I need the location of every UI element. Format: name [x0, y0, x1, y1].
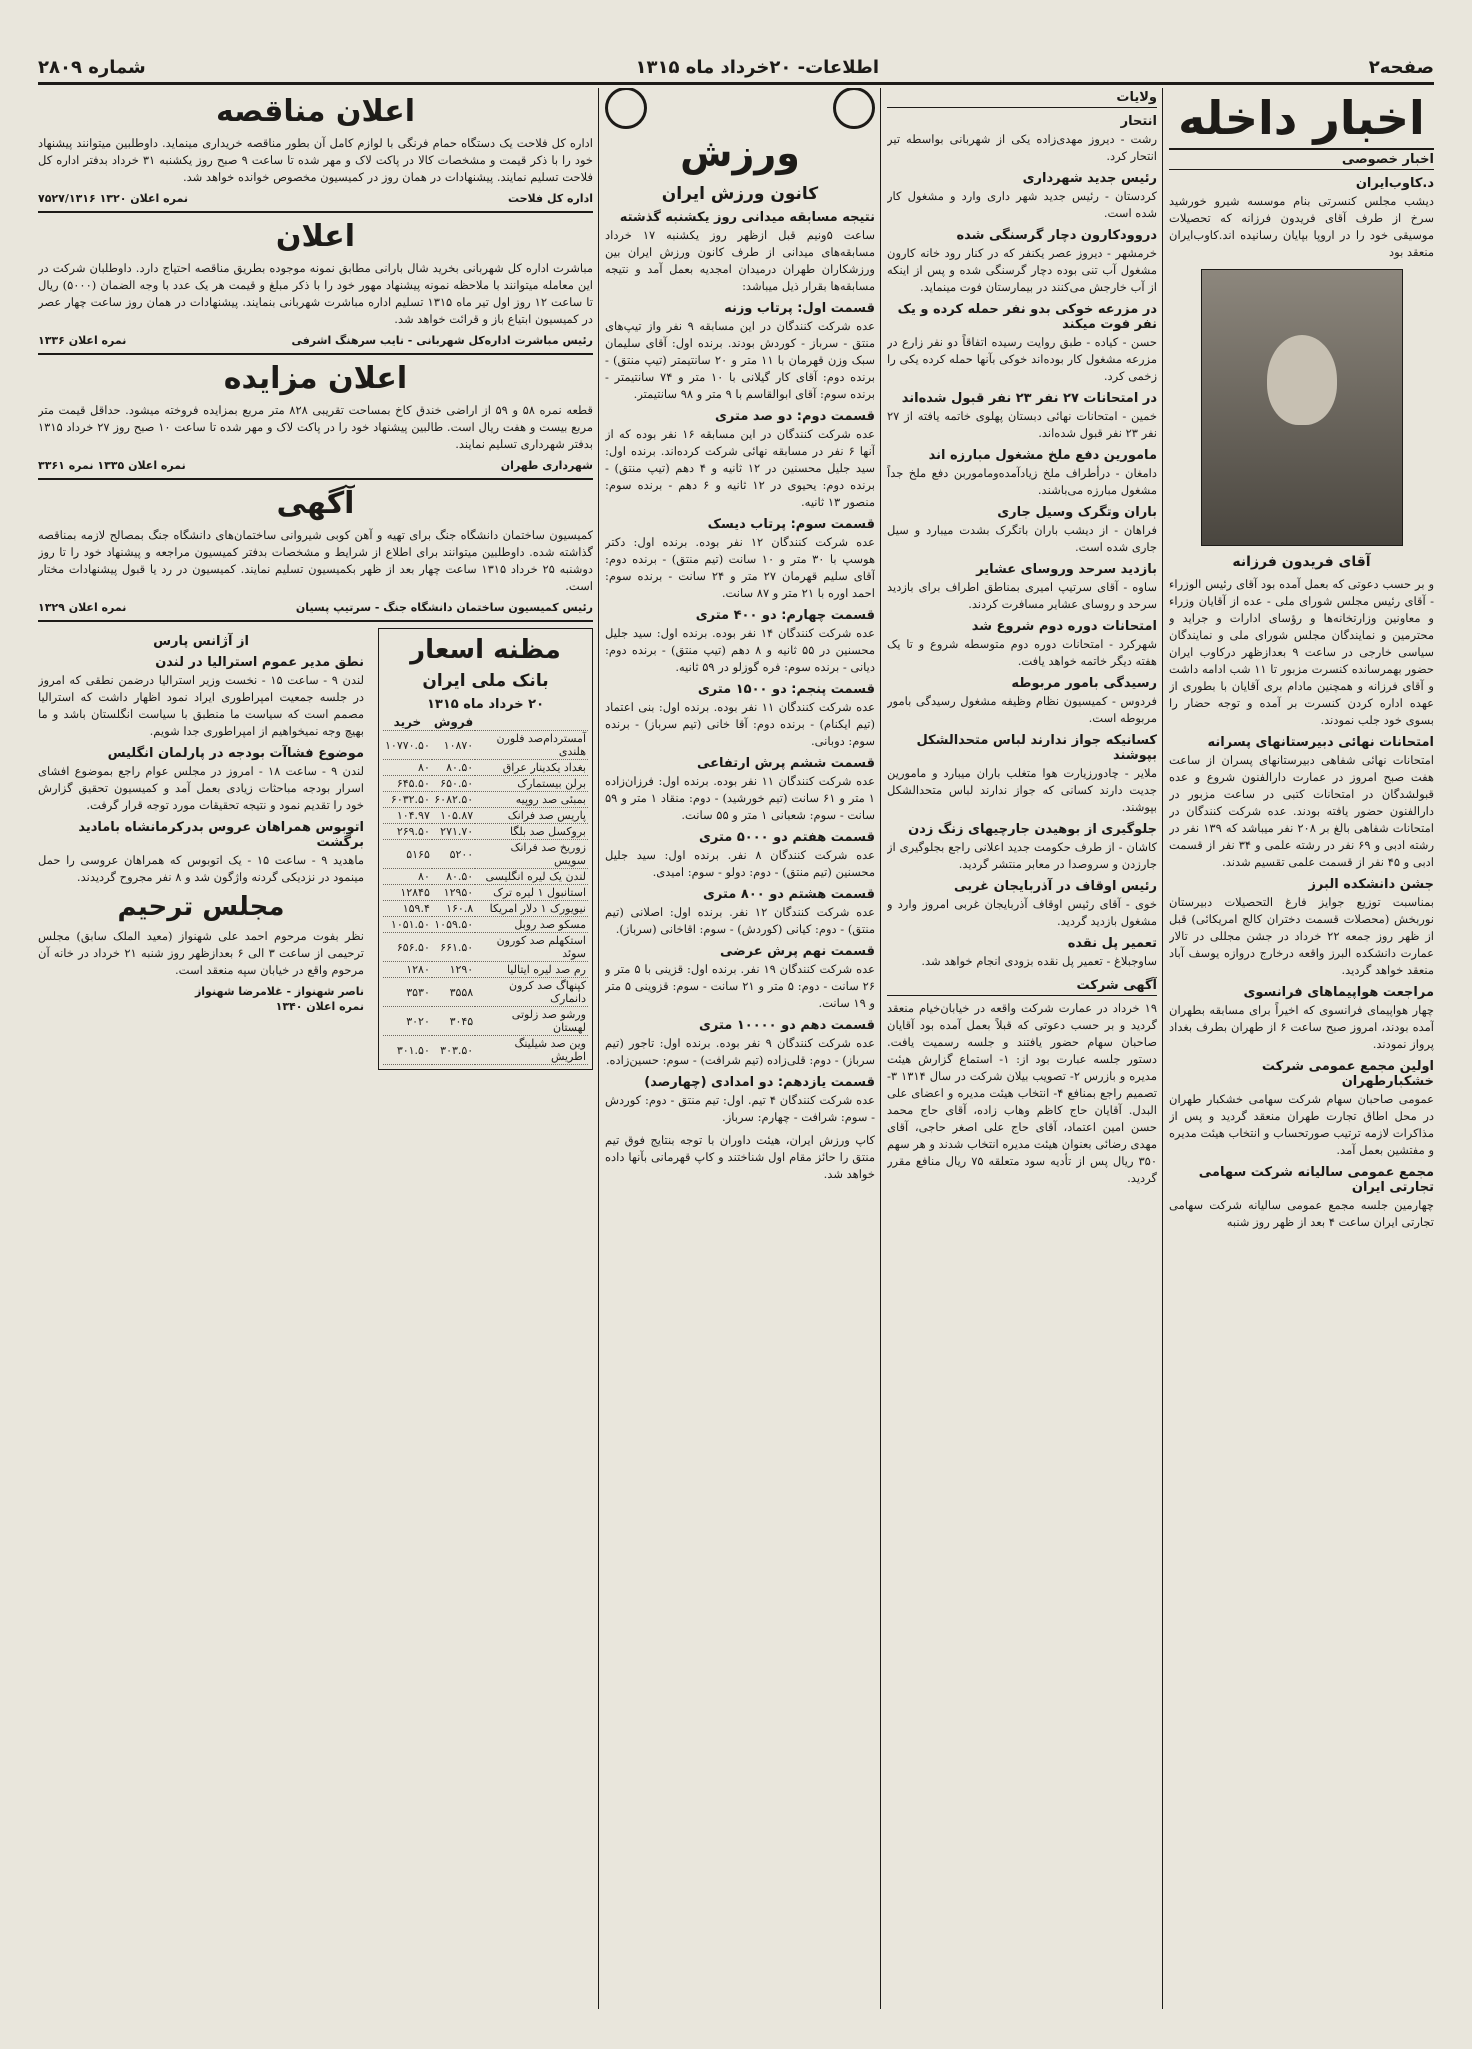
- assembly-text: چهارمین جلسه مجمع عمومی سالیانه شرکت سهامی تجارتی ایران ساعت ۴ بعد از ظهر روز شنبه: [1169, 1198, 1434, 1229]
- sports-illustration: [605, 88, 875, 128]
- company-text: عمومی صاحبان سهام شرکت سهامی خشکبار طهران در محل اطاق تجارت طهران منعقد گردید و پس از مذاکرات لازمه ترتیب صورتحساب و انتخاب هیئت مدیره و مفتشین بعمل آمد.: [1169, 1092, 1434, 1157]
- wire-item: موضوع فشاآت بودجه در پارلمان انگلیس لندن ۹ - ساعت ۱۸ - امروز در مجلس عوام راجع بموضوع افشای اسرار بودجه مباحثات زیادی بعمل آمد و کمیسیون تحقیق گزارش خود را تقدیم نمود و نتیجه تحقیقات مورد توجه قرار گرفت.: [38, 746, 364, 812]
- memorial-title: مجلس ترحیم: [117, 892, 285, 922]
- column-notices: [38, 88, 593, 2009]
- province-item: دروودکارون دچار گرسنگی شده خرمشهر - دیروز عصر یکنفر که در کنار رود خانه کارون مشغول آب تنی بوده دچار گرسنگی شده و پس از اینکه از آب خارجش می‌کنند در بیمارستان فوت مینماید.: [887, 228, 1157, 294]
- rate-row: آمستردام‌صد فلورن هلندی ۱۰۸۷۰ ۱۰۷۷۰.۵۰: [385, 732, 586, 758]
- province-item: بازدید سرحد وروسای عشایر ساوه - آقای سرتیپ امیری بمناطق اطراف برای بازدید سرحد و روسای عشایر مسافرت کردند.: [887, 562, 1157, 611]
- wire-item: از آژانس پارس: [153, 634, 249, 649]
- memorial-number: نمره اعلان ۱۳۴۰: [275, 1000, 364, 1013]
- rate-row: پاریس صد فرانک ۱۰۵.۸۷ ۱۰۴.۹۷: [383, 808, 588, 824]
- rate-row: کپنهاگ صد کرون دانمارک ۳۵۵۸ ۳۵۳۰: [383, 978, 588, 1007]
- memorial-text: نظر بفوت مرحوم احمد علی شهنواز (معید الملک سابق) مجلس ترحیمی از ساعت ۳ الی ۶ بعدازظهر روز شنبه ۲۱ خرداد در خانه آن مرحوم واقع در خیابان سپه منعقد است.: [38, 929, 364, 977]
- exams-text: امتحانات نهائی شفاهی دبیرستانهای پسران از ساعت هفت صبح امروز در عمارت دارالفنون شروع و عده قبولشدگان در امتحانات کتبی در ساعت مزبور در دارالفنون حضور یافته بودند. عده شرکت کنندگان در امتحانات شفاهی بالغ بر ۲۰۸ نفر میباشد که ۱۳۹ نفر در رشته ادبی و ۶۹ نفر در رشته علمی و ۳۴ نفر از قسمت ادبی و ۴۵ نفر از قسمت علمی تقسیم شدند.: [1169, 753, 1434, 869]
- province-item: کسانیکه جواز ندارند لباس متحدالشکل بپوشند ملایر - چادورزیارت هوا متغلب باران میبارد و مامورین جدیت دارند کسانی که جواز ندارند لباس متحدالشکل بپوشند.: [887, 733, 1157, 814]
- province-item: در امتحانات ۲۷ نفر ۲۳ نفر قبول شده‌اند خمین - امتحانات نهائی دبستان پهلوی خاتمه یافته از ۲۷ نفر ۲۳ نفر قبول شده‌اند.: [887, 391, 1157, 440]
- alborz-text: بمناسبت توزیع جوایز فارغ التحصیلات دبیرستان نوربخش (محصلات قسمت دختران کالج امریکائی) قبل از ظهر روز جمعه ۲۲ خرداد در جشن مجللی در تالار عمارت دانشکده البرز واقعه درخارج دروازه یوسف آباد منعقد خواهد گردید.: [1169, 895, 1434, 977]
- rate-row: وین صد شیلینگ اطریش ۳۰۳.۵۰ ۳۰۱.۵۰: [383, 1036, 588, 1065]
- sports-event: قسمت اول: پرتاب وزنه عده شرکت کنندگان در این مسابقه ۹ نفر واز تیپ‌های منتق - سرباز - کوردش بودند. برنده اول: آقای سلیمان سبک وزن قهرمان با ۱۱ متر و ۲۰ سانتیمتر (تیپ منتق) - برنده دوم: آقای کار گیلانی با ۱۰ متر و ۷۴ سانتیمتر - برنده سوم: آقای ابوالقاسم با ۹ متر و ۹۸ سانتیمتر.: [605, 301, 875, 401]
- column-sports: [605, 88, 875, 2009]
- province-item: انتحار رشت - دیروز مهدی‌زاده یکی از شهربانی بواسطه تیر انتحار کرد.: [887, 114, 1157, 163]
- header-date: اطلاعات- ۲۰خرداد ماه ۱۳۱۵: [635, 56, 879, 78]
- rates-bank: بانک ملی ایران: [422, 671, 549, 691]
- sports-event: قسمت نهم پرش عرضی عده شرکت کنندگان ۱۹ نفر. برنده اول: قزینی با ۵ متر و ۲۶ سانت - دوم: ۵ متر و ۲۱ سانت - سوم: قزوینی ۵ متر و ۱۹ سانت.: [605, 944, 875, 1010]
- university-ad-signature: رئیس کمیسیون ساختمان دانشگاه جنگ - سرتیپ پسیان: [295, 601, 593, 614]
- university-ad-text: کمیسیون ساختمان دانشگاه جنگ برای تهیه و آهن کوبی شیروانی ساختمان‌های دانشگاه جنگ بمصالح لازمه بمناقصه گذاشته شده. داوطلبین میتوانند برای اطلاع از شرایط و مشخصات بدفتر کمیسیون مراجعه و پیشنهاد خود را تا روز دوشنبه ۲۵ خرداد ۱۳۱۵ ساعت چهار بعد از ظهر بکمیسیون تسلیم نمایند. کمیسیون در رد یا قبول پیشنهادات مختار است.: [38, 528, 593, 593]
- column-provinces: [887, 88, 1157, 2009]
- page-header: [38, 52, 1434, 85]
- university-ad-title: آگهی: [276, 486, 355, 521]
- province-item: جلوگیری از بوهیدن جارچیهای زنگ زدن کاشان - از طرف حکومت جدید اعلانی راجع بجلوگیری از جارزدن و سروصدا در معابر منتشر گردید.: [887, 822, 1157, 871]
- flights-text: چهار هواپیمای فرانسوی که اخیراً برای مسابقه بطهران آمده بودند، امروز صبح ساعت ۶ از طهران بطرف بغداد پرواز نمودند.: [1169, 1003, 1434, 1051]
- sports-event: قسمت پنجم: دو ۱۵۰۰ متری عده شرکت کنندگان ۱۱ نفر بوده. برنده اول: بنی اعتماد (تیم ایکنام) - برنده دوم: آقا خانی (تیم سرباز) - برنده سوم: دوبانی.: [605, 682, 875, 748]
- sports-event: قسمت سوم: پرتاب دیسک عده شرکت کنندگان ۱۲ نفر بوده. برنده اول: دکتر هوسپ با ۳۰ متر و ۱۰ سانت (تیم منتق) - برنده دوم: آقای سلیم قهرمان ۲۷ متر و ۲۴ سانت - برنده سوم: احمد اوره با ۲۱ متر و ۸۷ سانت.: [605, 517, 875, 600]
- police-ad-number: نمره اعلان ۱۳۳۶: [38, 334, 127, 347]
- sports-lead-title: نتیجه مسابقه میدانی روز یکشنبه گذشته: [619, 210, 875, 225]
- wire-news: [38, 628, 364, 1070]
- rate-row: برلن بیستمارک ۶۵۰.۵۰ ۶۴۵.۵۰: [383, 776, 588, 792]
- rate-row: بروکسل صد بلگا ۲۷۱.۷۰ ۲۶۹.۵۰: [383, 824, 588, 840]
- tender-title: اعلان مناقصه: [215, 94, 416, 129]
- rate-row: نیویورک ۱ دلار امریکا ۱۶۰.۸ ۱۵۹.۴: [383, 901, 588, 917]
- column-divider: [1162, 88, 1163, 2009]
- column-divider: [598, 88, 599, 2009]
- assembly-heading: مجمع عمومی سالیانه شرکت سهامی تجارتی ایران: [1198, 1165, 1434, 1195]
- rate-row: ورشو صد زلوتی لهستان ۳۰۴۵ ۳۰۲۰: [383, 1007, 588, 1036]
- tender-text: اداره کل فلاحت یک دستگاه حمام فرنگی با لوازم کامل آن بطور مناقصه خریداری مینماید. داوطلبین میتوانند پیشنهاد خود را با ذکر قیمت و مشخصات کالا در پاکت لاک و مهر شده تا ساعت ۹ صبح روز یکشنبه ۳۱ خرداد بدفتر اداره کل فلاحت تسلیم نمایند. پیشنهادات در همان روز در کمیسیون مخصوص خوانده خواهد شد.: [38, 136, 593, 184]
- club-title: د.کاوب‌ایران: [1355, 176, 1434, 191]
- lower-section: [38, 628, 593, 1070]
- province-item: رسیدگی بامور مربوطه فردوس - کمیسیون نظام وظیفه مشغول رسیدگی بامور مربوطه است.: [887, 676, 1157, 725]
- auction-ad: [38, 361, 593, 480]
- company-heading: اولین مجمع عمومی شرکت خشکبارطهران: [1261, 1059, 1434, 1089]
- domestic-news-masthead: اخبار داخله: [1169, 88, 1434, 150]
- auction-number: نمره اعلان ۱۳۳۵ نمره ۳۳۶۱: [38, 459, 186, 472]
- wire-item: اتوبوس همراهان عروس بدرکرمانشاه بامادید برگشت ماهدید ۹ - ساعت ۱۵ - یک اتوبوس که همراهان عروسی را حمل مینمود در نزدیکی گردنه واژگون شد و ۸ نفر مجروح گردیدند.: [38, 820, 364, 884]
- tender-signature: اداره کل فلاحت: [507, 192, 593, 205]
- company-notice-text: ۱۹ خرداد در عمارت شرکت واقعه در خیابان‌خیام منعقد گردید و بر حسب دعوتی که قبلاً بعمل آمده بود آقایان صاحبان سهام حضور یافتند و جلسه رسمیت یافت. دستور جلسه عبارت بود از: ۱- استماع گزارش هیئت مدیره و بازرس ۲- تصویب بیلان شرکت در سال ۱۳۱۴ ۳- تصمیم راجع بمنافع ۴- انتخاب هیئت مدیره و اعضای علی البدل. آقایان حاج کاظم وهاب زاده، آقای حاج محمد حسن امین اعتماد، آقای حاج علی اصغر حاجی، آقای مهدی رضائی بعنوان هیئت مدیره انتخاب شدند و هر سهم ۳۵۰ ریال پس از تأدیه سود متعلقه ۷۵ ریال منافع مقرر گردید.: [887, 1001, 1157, 1185]
- auction-signature: شهرداری طهران: [500, 459, 593, 472]
- rate-row: رم صد لیره ایتالیا ۱۲۹۰ ۱۲۸۰: [383, 962, 588, 978]
- sports-event: قسمت یازدهم: دو امدادی (چهارصد) عده شرکت کنندگان ۴ تیم. اول: تیم منتق - دوم: کوردش - سوم: شرافت - چهارم: سرباز.: [605, 1075, 875, 1124]
- exchange-rates-box: [378, 628, 593, 1070]
- tender-number: نمره اعلان ۱۳۲۰ ۷۵۲۷/۱۳۱۶: [38, 192, 188, 205]
- sports-event: قسمت دهم دو ۱۰۰۰۰ متری عده شرکت کنندگان ۹ نفر بوده. برنده اول: تاجور (تیم سرباز) - دوم: قلی‌زاده (تیم شرافت) - سوم: حسین‌زاده.: [605, 1018, 875, 1067]
- rate-row: استکهلم صد کورون سوئد ۶۶۱.۵۰ ۶۵۶.۵۰: [383, 933, 588, 962]
- rate-row: بمبئی صد روپیه ۶۰۸۲.۵۰ ۶۰۳۲.۵۰: [383, 792, 588, 808]
- wire-item: نطق مدیر عموم استرالیا در لندن لندن ۹ - ساعت ۱۵ - نخست وزیر استرالیا درضمن نطقی که امروز در جلسه جمعیت امپراطوری ایراد نمود اظهار داشت که استرالیا مصمم است که سیاست ما منطبق با سیاست انگلستان باشد و ما بهیچ وجه نمیخواهیم از امپراطوری جدا شویم.: [38, 655, 364, 738]
- province-item: رئیس اوقاف در آذربایجان غربی خوی - آقای رئیس اوقاف آذربایجان غربی امروز وارد و مشغول بازدید گردید.: [887, 879, 1157, 928]
- rates-col-name: [475, 714, 588, 731]
- rate-row: لندن یک لیره انگلیسی ۸۰.۵۰ ۸۰: [383, 869, 588, 885]
- rates-col-sell: فروش: [433, 715, 474, 729]
- rates-table: [383, 714, 588, 1065]
- rate-row: مسکو صد روبل ۱۰۵۹.۵۰ ۱۰۵۱.۵۰: [383, 917, 588, 933]
- concert-body: و بر حسب دعوتی که بعمل آمده بود آقای رئیس الوزراء - آقای رئیس مجلس شورای ملی - عده از آقایان وزراء و معاونین وزارتخانه‌ها و رؤسای ادارات و جراید و محترمین و نمایندگان مجلس شورای ملی و نمایندگان سیاسی خارجی در ساعت ۹ بعدازظهر درکاوب ایران حضور بهمرسانده کنسرت مزبور تا ۱۱ شب ادامه داشت و آقای فرزانه و همچنین مادام بری آقایان با بطوری از عهده اداره کردن کنسرت بر آمده و توجه حضار را بسوی خود جلب نمودند.: [1169, 577, 1434, 727]
- photo-caption: آقای فریدون فرزانه: [1232, 554, 1371, 570]
- sports-closing: کاپ ورزش ایران، هیئت داوران با توجه بنتایج فوق تیم منتق را حائز مقام اول شناختند و کاپ قهرمانی بآنها داده خواهد شد.: [605, 1133, 875, 1181]
- sports-event: قسمت دوم: دو صد متری عده شرکت کنندگان در این مسابقه ۱۶ نفر بوده که از آنها ۶ نفر در مسابقه نهائی شرکت کرده‌اند. برنده اول: سید جلیل محسنین در ۱۲ ثانیه و ۴ دهم (تیپ منتق) - برنده دوم: یحیوی در ۱۲ ثانیه و ۶ دهم - برنده سوم: منصور ۱۳ ثانیه.: [605, 409, 875, 509]
- column-divider: [880, 88, 881, 2009]
- column-domestic-news: [1169, 88, 1434, 2009]
- rate-row: زوریخ صد فرانک سویس ۵۲۰۰ ۵۱۶۵: [383, 840, 588, 869]
- sports-event: قسمت ششم پرش ارتفاعی عده شرکت کنندگان ۱۱ نفر بوده. برنده اول: فرزان‌زاده ۱ متر و ۶۱ سانت (تیم خورشید) - دوم: منقاد ۱ متر و ۵۹ سانت - سوم: شعبانی ۱ متر و ۵۵ سانت.: [605, 756, 875, 822]
- sports-lead: ساعت ۵ونیم قبل ازظهر روز یکشنبه ۱۷ خرداد مسابقه‌های میدانی از طرف کانون ورزش ایران بین ورزشکاران طهران درمیدان امجدیه بعمل آمد و نتیجه مسابقه‌ها بقرار ذیل میباشد:: [605, 228, 875, 293]
- police-ad-signature: رئیس مباشرت اداره‌کل شهربانی - نایب سرهنگ اشرفی: [291, 334, 593, 347]
- rates-date: ۲۰ خرداد ماه ۱۳۱۵: [426, 697, 545, 712]
- province-item: رئیس جدید شهرداری کردستان - رئیس جدید شهر داری وارد و مشغول کار شده است.: [887, 171, 1157, 220]
- flights-heading: مراجعت هواپیماهای فرانسوی: [1243, 985, 1434, 1000]
- athlete-icon: [833, 88, 875, 129]
- police-ad: [38, 219, 593, 355]
- alborz-heading: جشن دانشکده البرز: [1308, 877, 1434, 892]
- university-ad-number: نمره اعلان ۱۳۲۹: [38, 601, 127, 614]
- rates-title: مظنه اسعار: [410, 635, 561, 665]
- company-notice-title: آگهی شرکت: [887, 976, 1157, 996]
- memorial-signature: ناصر شهنواز - غلامرضا شهنواز: [194, 985, 364, 998]
- rates-col-buy: خرید: [383, 714, 432, 731]
- sports-subhead: کانون ورزش ایران: [661, 184, 819, 204]
- rate-row: بغداد یکدینار عراق ۸۰.۵۰ ۸۰: [383, 760, 588, 776]
- private-news-label: اخبار خصوصی: [1169, 150, 1434, 170]
- portrait-photo: [1201, 269, 1403, 546]
- province-item: امتحانات دوره دوم شروع شد شهرکرد - امتحانات دوره دوم متوسطه شروع و تا یک هفته دیگر خاتمه خواهد یافت.: [887, 619, 1157, 668]
- sports-event: قسمت چهارم: دو ۴۰۰ متری عده شرکت کنندگان ۱۴ نفر بوده. برنده اول: سید جلیل محسنین در ۵۵ ثانیه و ۸ دهم (تیپ منتق) - برنده دوم: دیانی - برنده سوم: فره گوزلو در ۵۹ ثانیه.: [605, 608, 875, 674]
- province-item: در مزرعه خوکی بدو نفر حمله کرده و یک نفر فوت میکند حسن - کیاده - طبق روایت رسیده اتفاقاً دو نفر زارع در مزرعه مشغول کار بوده‌اند خوکی بآنها حمله کرده یکی را زخمی کرد.: [887, 302, 1157, 383]
- province-item: باران وتگرک وسیل جاری فراهان - از دیشب باران باتگرک بشدت میبارد و سیل جاری شده است.: [887, 505, 1157, 554]
- provinces-label: ولایات: [887, 88, 1157, 108]
- racket-icon: [605, 88, 647, 129]
- sports-title: ورزش: [680, 131, 800, 175]
- police-ad-title: اعلان: [275, 219, 356, 254]
- sports-event: قسمت هشتم دو ۸۰۰ متری عده شرکت کنندگان ۱۲ نفر. برنده اول: اصلانی (تیم منتق) - دوم: کیانی (کوردش) - سوم: اقاخانی (سرباز).: [605, 887, 875, 936]
- auction-title: اعلان مزایده: [223, 361, 408, 396]
- auction-text: قطعه نمره ۵۸ و ۵۹ از اراضی خندق کاخ بمساحت تقریبی ۸۲۸ متر مربع بمزایده فروخته میشود. حداقل قیمت متر مربع بیست و هفت ریال است. طالبین پیشنهاد خود را در پاکت لاک و مهر شده تا ساعت ۱۰ صبح روز ۲۷ خرداد ۱۳۱۵ بدفتر شهرداری تسلیم نمایند.: [38, 403, 593, 451]
- page-label: صفحه۲: [1368, 56, 1434, 78]
- province-item: تعمیر پل نقده ساوجبلاغ - تعمیر پل نقده بزودی انجام خواهد شد.: [921, 936, 1157, 968]
- issue-number: شماره ۲۸۰۹: [38, 56, 146, 78]
- sports-event: قسمت هفتم دو ۵۰۰۰ متری عده شرکت کنندگان ۸ نفر. برنده اول: سید جلیل محسنین (تیم منتق) - دوم: دولو - سوم: امیدی.: [605, 830, 875, 879]
- rate-row: استانبول ۱ لیره ترک ۱۲۹۵۰ ۱۲۸۴۵: [383, 885, 588, 901]
- university-ad: [38, 486, 593, 622]
- exams-heading: امتحانات نهائی دبیرستانهای پسرانه: [1207, 735, 1434, 750]
- concert-intro: دیشب مجلس کنسرتی بنام موسسه شیرو خورشید سرخ از طرف آقای فریدون فرزانه که تحصیلات موسیقی خود را در اروپا بپایان رسانیده اند.کاوب‌ایران منعقد بود: [1169, 194, 1434, 259]
- police-ad-text: مباشرت اداره کل شهربانی بخرید شال بارانی مطابق نمونه موجوده بطریق مناقصه احتیاج دارد. داوطلبان شرکت در این معامله میتوانند با ملاحظه نمونه پیشنهاد مهور خود را با ذکر مبلغ و قیمت هر یک عدد با وجه الضمان (۵۰۰۰) ریال تا ساعت ۱۲ روز اول تیر ماه ۱۳۱۵ تسلیم اداره مباشرت شهربانی بنمایند. پیشنهادات در همان روز ساعت چهار عصر در کمیسیون ابتیاع باز و قرائت خواهد شد.: [38, 261, 593, 326]
- tender-ad: [38, 94, 593, 213]
- province-item: مامورین دفع ملخ مشغول مبارزه اند دامغان - درأطراف ملخ زیادآمده‌وماموربن دفع ملخ جداً مشغول مبارزه می‌باشند.: [887, 448, 1157, 497]
